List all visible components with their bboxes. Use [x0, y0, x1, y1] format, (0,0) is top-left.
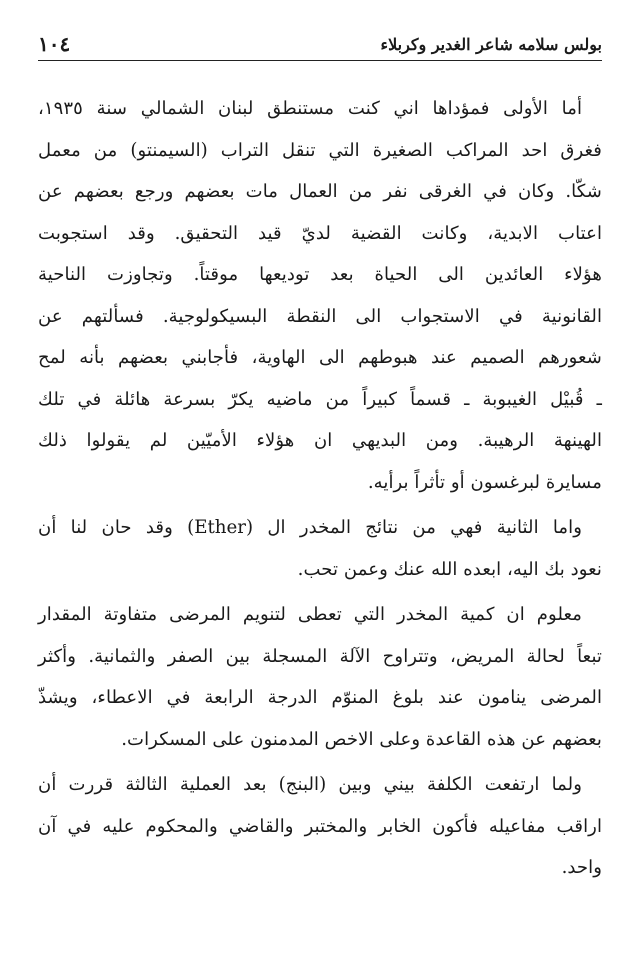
text-line: هؤلاء العائدين الى الحياة بعد توديعها موقتاً. وتجاوزت الناحية: [38, 264, 602, 285]
text-line: مسايرة لبرغسون أو تأثراً برأيه.: [367, 471, 602, 493]
text-line: أما الأولى فمؤداها اني كنت مستنطق لبنان الشمالي سنة ١٩٣٥،: [38, 98, 582, 119]
paragraph-3: [38, 594, 602, 760]
text-line: شكّا. وكان في الغرقى نفر من العمال مات بعضهم ورجع بعضهم عن: [38, 181, 602, 202]
text-line: اعتاب الابدية، وكانت القضية لديّ قيد التحقيق. وقد استجوبت: [38, 222, 602, 244]
text-line: ـ قُبيْل الغيبوبة ـ قسماً كبيراً من ماضيه يكرّ بسرعة هائلة في تلك: [38, 388, 602, 410]
page-number: ١٠٤: [38, 32, 71, 56]
paragraph-4: [38, 764, 602, 889]
text-line: تبعاً لحالة المريض، وتتراوح الآلة المسجلة بين الصفر والثمانية. وأكثر: [38, 645, 602, 667]
text-line: شعورهم الصميم عند هبوطهم الى الهاوية، فأجابني بعضهم بأنه لمح: [38, 347, 602, 368]
text-line: بعضهم عن هذه القاعدة وعلى الاخص المدمنون على المسكرات.: [121, 728, 602, 750]
paragraph-2: [38, 507, 602, 590]
body-text: [38, 88, 602, 889]
text-line: ولما ارتفعت الكلفة بيني وبين (البنج) بعد العملية الثالثة قررت أن: [38, 774, 582, 795]
paragraph-1: [38, 88, 602, 503]
text-line: القانونية في الاستجواب الى النقطة البسيكولوجية. فسألتهم عن: [38, 305, 602, 327]
running-title: بولس سلامه شاعر الغدير وكربلاء: [380, 34, 602, 54]
text-line: اراقب مفاعيله فأكون الخابر والمختبر والقاضي والمحكوم عليه في آن: [38, 815, 602, 837]
text-line: فغرق احد المراكب الصغيرة التي تنقل التراب (السيمنتو) من معمل: [38, 139, 602, 161]
text-line: واما الثانية فهي من نتائج المخدر ال (Ether) وقد حان لنا أن: [38, 517, 582, 538]
text-line: معلوم ان كمية المخدر التي تعطى لتنويم المرضى متفاوتة المقدار: [38, 604, 582, 625]
page-header: [38, 28, 602, 61]
text-line: واحد.: [561, 857, 602, 878]
text-line: الهينهة الرهيبة. ومن البديهي ان هؤلاء الأميّين لم يقولوا ذلك: [38, 430, 602, 451]
text-line: المرضى ينامون عند بلوغ المنوّم الدرجة الرابعة في الاعطاء، ويشذّ: [38, 687, 602, 708]
text-line: نعود بك اليه، ابعده الله عنك وعمن تحب.: [297, 558, 602, 580]
